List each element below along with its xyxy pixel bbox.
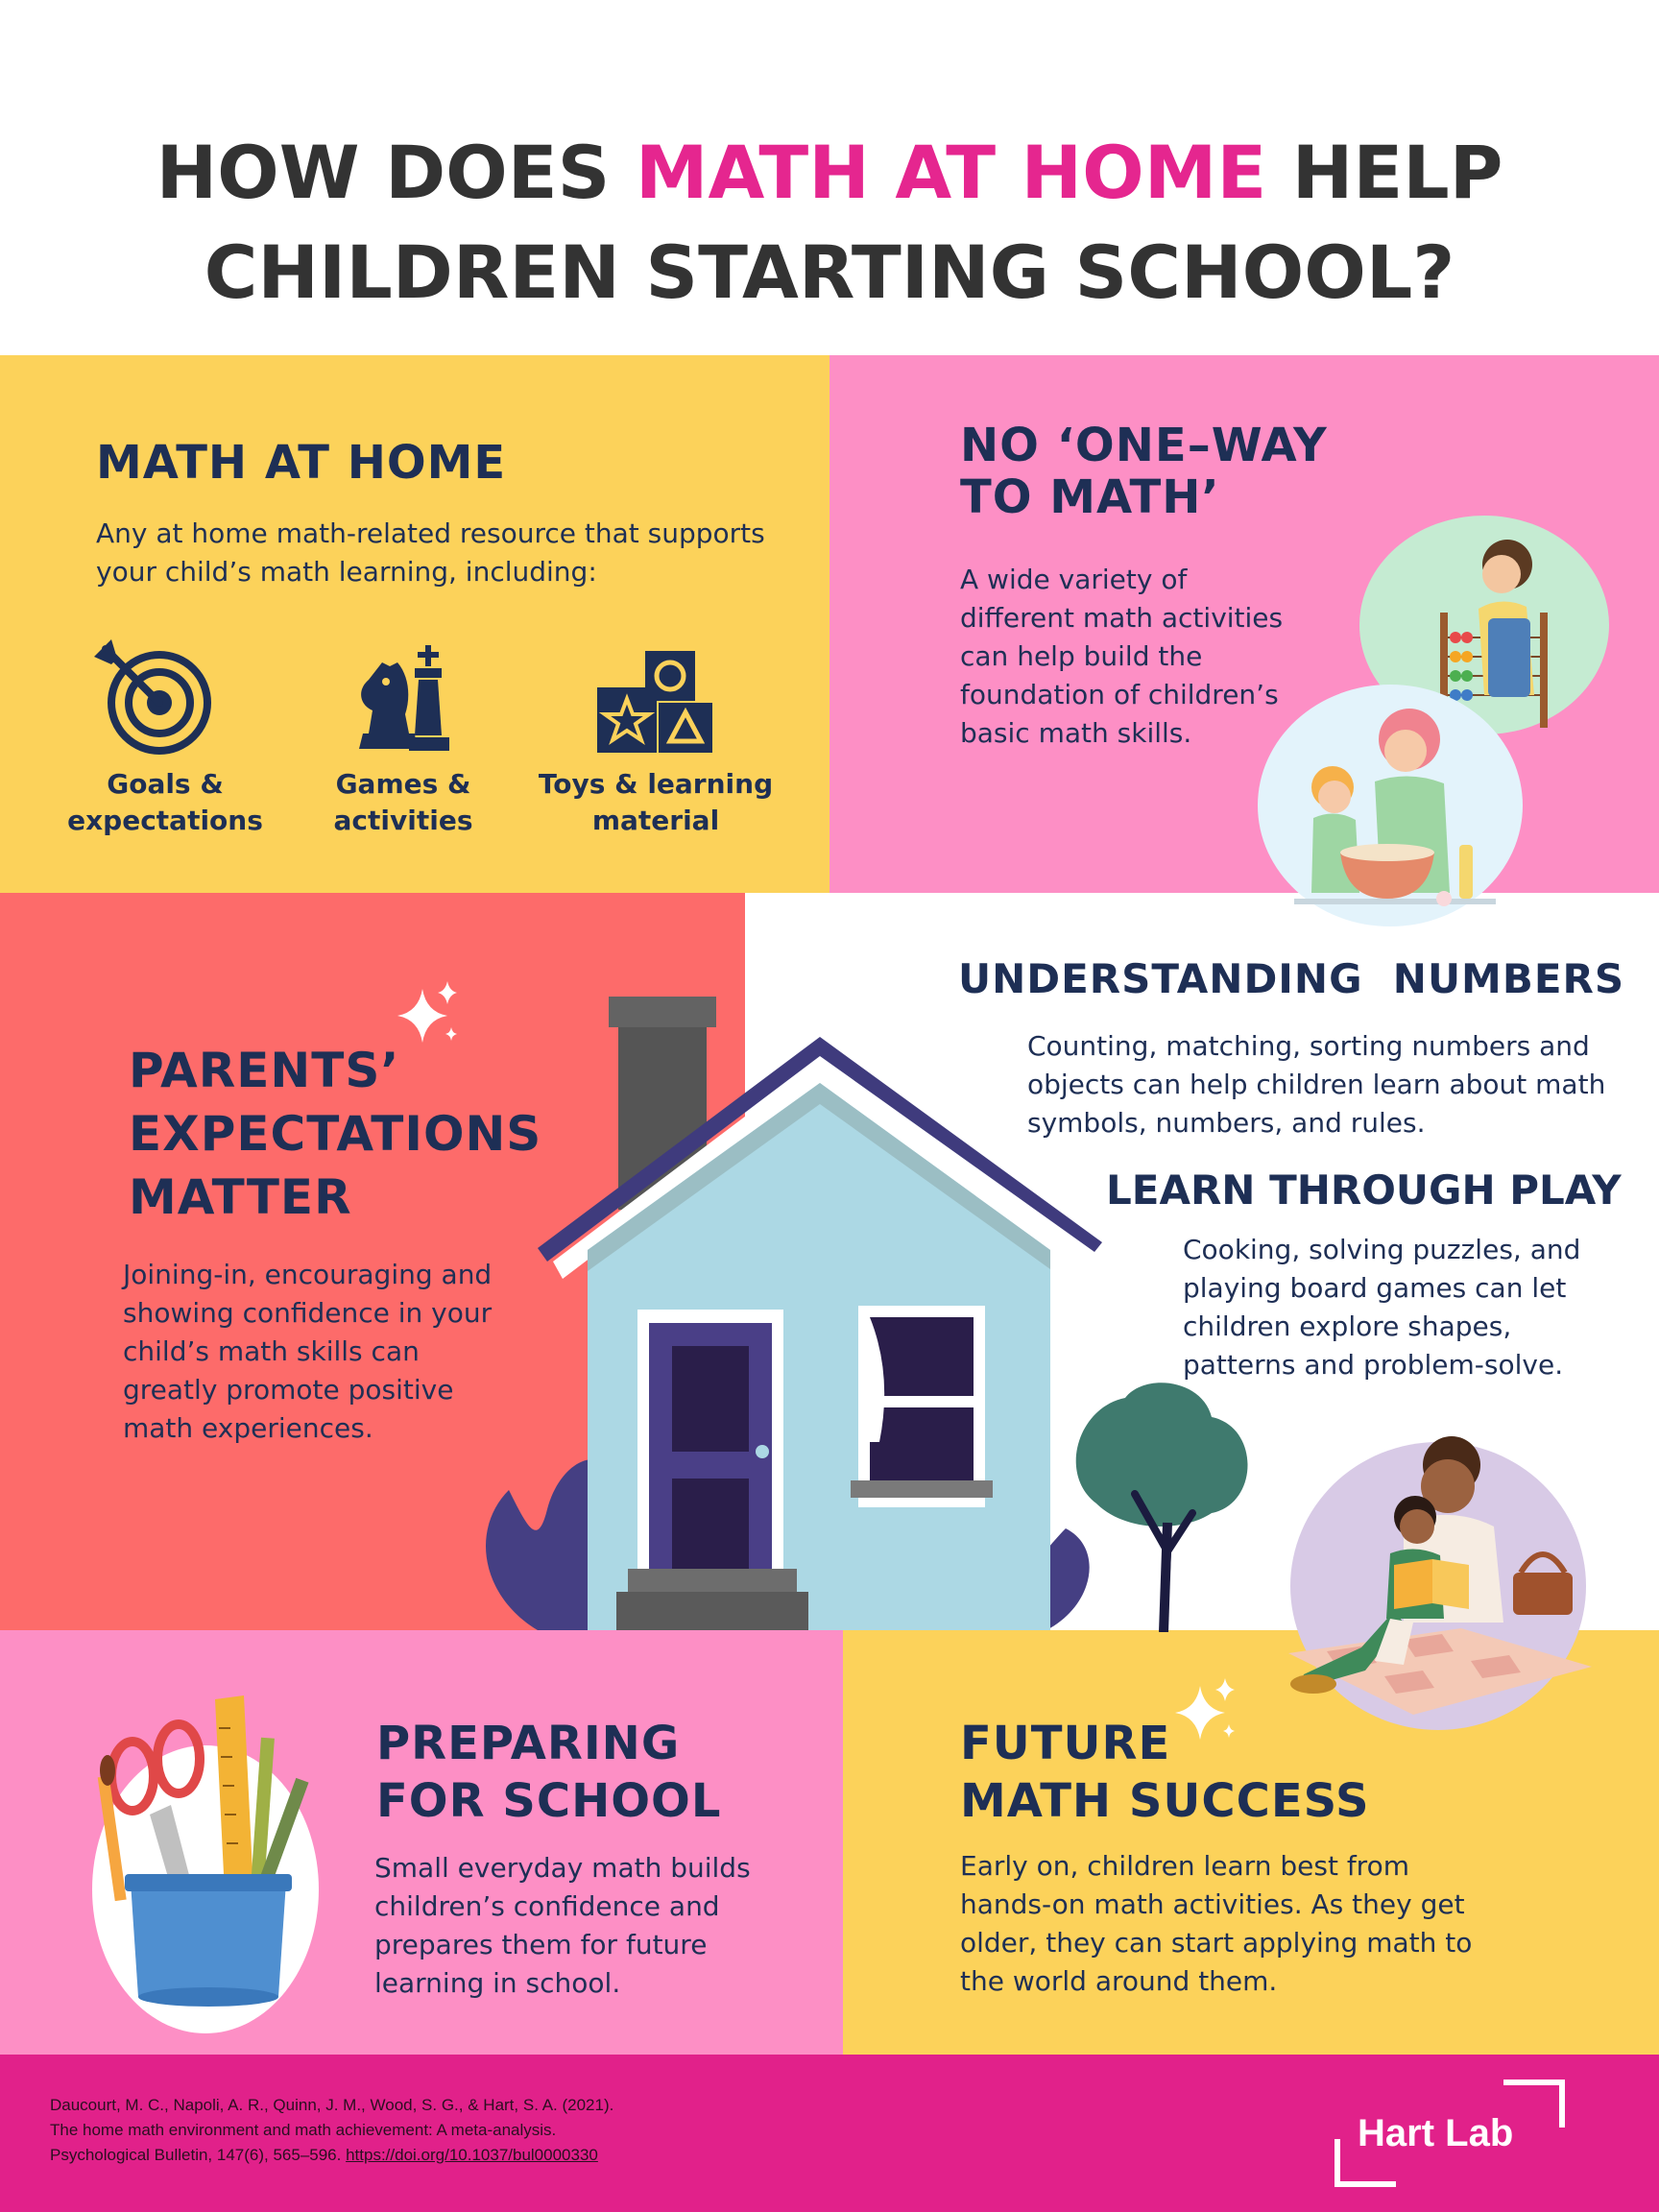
math-at-home-body: Any at home math-related resource that supports your child’s math learning, including: [96, 517, 765, 588]
numbers-heading: UNDERSTANDING NUMBERS [958, 955, 1625, 1002]
chess-icon [349, 641, 457, 760]
games-label: Games & activities [333, 768, 473, 836]
title-line-1: HOW DOES MATH AT HOME HELP [156, 130, 1503, 215]
house-illustration [470, 991, 1123, 1634]
hart-lab-logo [1334, 2080, 1565, 2187]
logo-text: Hart Lab [1358, 2112, 1514, 2154]
baking-illustration [1256, 682, 1525, 929]
future-body: Early on, children learn best from hands-on math activities. As they get older, they can start applying math to the world around them. [960, 1850, 1473, 1997]
page-title [0, 123, 1659, 323]
doi-link[interactable]: https://doi.org/10.1037/bul0000330 [346, 2146, 598, 2164]
title-highlight: MATH AT HOME [635, 130, 1267, 215]
play-body: Cooking, solving puzzles, and playing board games can let children explore shapes, patterns and problem-solve. [1183, 1234, 1581, 1381]
future-heading: FUTURE MATH SUCCESS [960, 1717, 1370, 1828]
reading-picnic-illustration [1269, 1431, 1596, 1743]
preparing-heading: PREPARING FOR SCHOOL [376, 1717, 722, 1828]
preparing-body: Small everyday math builds children’s confidence and prepares them for future learning in school. [374, 1852, 751, 1999]
one-way-heading: NO ‘ONE–WAY TO MATH’ [960, 419, 1328, 524]
numbers-body: Counting, matching, sorting numbers and objects can help children learn about math symbols, numbers, and rules. [1027, 1030, 1606, 1139]
play-heading: LEARN THROUGH PLAY [1106, 1166, 1622, 1214]
goals-label: Goals & expectations [67, 768, 263, 836]
pencil-cup-illustration [90, 1671, 321, 2037]
parents-heading: PARENTS’ EXPECTATIONS MATTER [129, 1043, 542, 1225]
one-way-body: A wide variety of different math activities can help build the foundation of children’s basic math skills. [960, 564, 1284, 749]
reference: Daucourt, M. C., Napoli, A. R., Quinn, J. M., Wood, S. G., & Hart, S. A. (2021). The home math environment and math achievement: A meta-analysis. Psychological Bulletin, 147(6), 565–596. https://doi.org/10.1037/bul0000330 [50, 2096, 614, 2164]
blocks-icon [595, 649, 716, 757]
tree-illustration [1068, 1379, 1256, 1632]
math-at-home-heading: MATH AT HOME [96, 436, 507, 490]
parents-body: Joining-in, encouraging and showing confidence in your child’s math skills can greatly promote positive math experiences. [123, 1259, 493, 1444]
target-icon [90, 637, 215, 758]
title-line-2: CHILDREN STARTING SCHOOL? [204, 229, 1455, 315]
toys-label: Toys & learning material [538, 768, 774, 836]
